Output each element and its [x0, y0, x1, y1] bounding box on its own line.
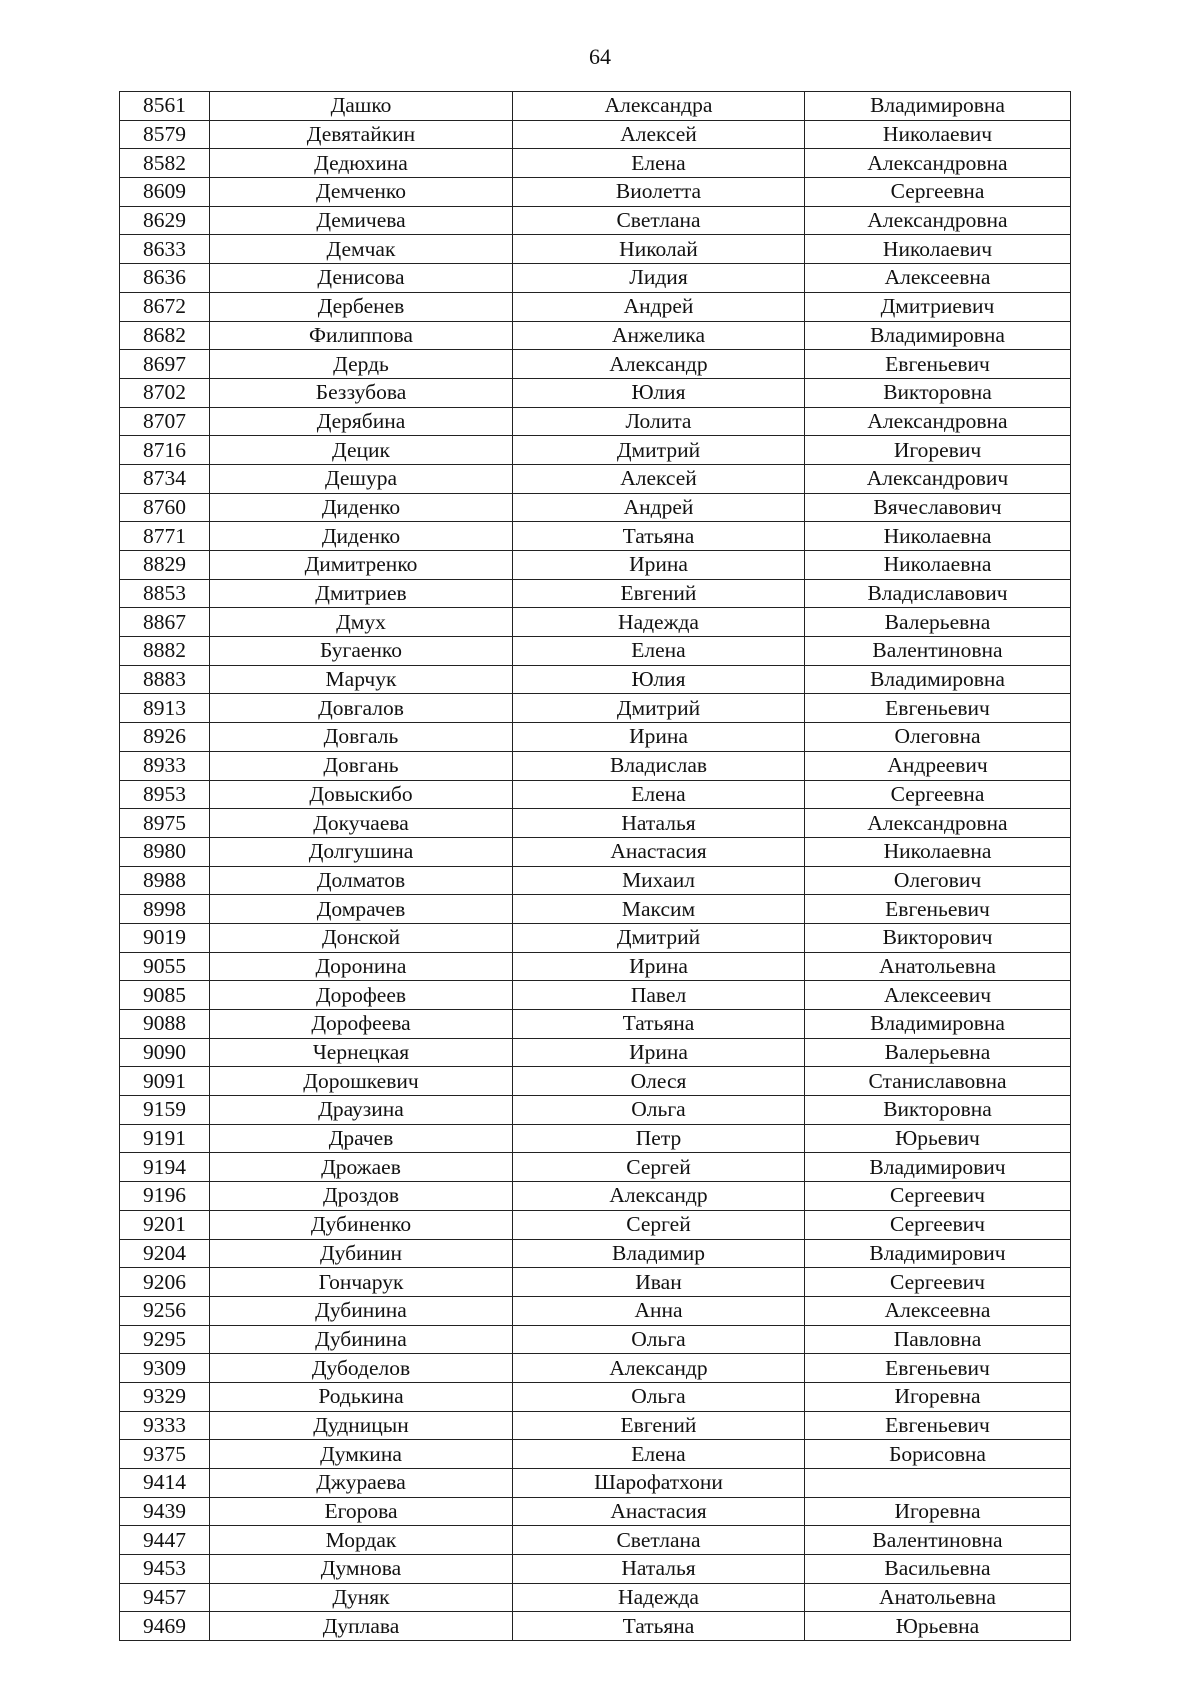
first-name-cell: Дмитрий: [513, 923, 805, 952]
first-name-cell: Надежда: [513, 1583, 805, 1612]
first-name-cell: Александр: [513, 350, 805, 379]
record-number-cell: 8672: [120, 292, 210, 321]
patronymic-cell: Павловна: [805, 1325, 1071, 1354]
patronymic-cell: Александровна: [805, 206, 1071, 235]
table-row: [120, 866, 1071, 895]
patronymic-cell: Станиславовна: [805, 1067, 1071, 1096]
record-number-cell: 9194: [120, 1153, 210, 1182]
table-row: [120, 694, 1071, 723]
patronymic-cell: Николаевич: [805, 235, 1071, 264]
record-number-cell: 8633: [120, 235, 210, 264]
first-name-cell: Анастасия: [513, 837, 805, 866]
first-name-cell: Надежда: [513, 608, 805, 637]
first-name-cell: Алексей: [513, 464, 805, 493]
last-name-cell: Домрачев: [210, 895, 513, 924]
patronymic-cell: Сергеевич: [805, 1268, 1071, 1297]
last-name-cell: Димитренко: [210, 551, 513, 580]
table-row: [120, 952, 1071, 981]
last-name-cell: Дорофеева: [210, 1010, 513, 1039]
page-number: 64: [589, 44, 611, 69]
table-row: [120, 436, 1071, 465]
last-name-cell: Дорофеев: [210, 981, 513, 1010]
table-row: [120, 1382, 1071, 1411]
roster-body: [120, 92, 1071, 1641]
record-number-cell: 9453: [120, 1555, 210, 1584]
patronymic-cell: Николаевна: [805, 837, 1071, 866]
table-row: [120, 321, 1071, 350]
table-row: [120, 1497, 1071, 1526]
table-row: [120, 1210, 1071, 1239]
patronymic-cell: Игоревна: [805, 1382, 1071, 1411]
last-name-cell: Дашко: [210, 92, 513, 121]
last-name-cell: Гончарук: [210, 1268, 513, 1297]
first-name-cell: Татьяна: [513, 522, 805, 551]
first-name-cell: Олеся: [513, 1067, 805, 1096]
record-number-cell: 9333: [120, 1411, 210, 1440]
patronymic-cell: Игоревна: [805, 1497, 1071, 1526]
table-row: [120, 350, 1071, 379]
table-row: [120, 895, 1071, 924]
table-row: [120, 1067, 1071, 1096]
record-number-cell: 8582: [120, 149, 210, 178]
first-name-cell: Елена: [513, 149, 805, 178]
first-name-cell: Анна: [513, 1296, 805, 1325]
last-name-cell: Дубинина: [210, 1325, 513, 1354]
patronymic-cell: Николаевна: [805, 522, 1071, 551]
first-name-cell: Шарофатхони: [513, 1469, 805, 1498]
record-number-cell: 9191: [120, 1124, 210, 1153]
first-name-cell: Татьяна: [513, 1612, 805, 1641]
last-name-cell: Дешура: [210, 464, 513, 493]
first-name-cell: Ольга: [513, 1382, 805, 1411]
last-name-cell: Дубинина: [210, 1296, 513, 1325]
last-name-cell: Марчук: [210, 665, 513, 694]
table-row: [120, 493, 1071, 522]
first-name-cell: Владислав: [513, 751, 805, 780]
record-number-cell: 8760: [120, 493, 210, 522]
table-row: [120, 178, 1071, 207]
table-row: [120, 723, 1071, 752]
table-row: [120, 1153, 1071, 1182]
first-name-cell: Ольга: [513, 1096, 805, 1125]
first-name-cell: Павел: [513, 981, 805, 1010]
last-name-cell: Довгань: [210, 751, 513, 780]
last-name-cell: Довыскибо: [210, 780, 513, 809]
table-row: [120, 780, 1071, 809]
record-number-cell: 9201: [120, 1210, 210, 1239]
first-name-cell: Ирина: [513, 723, 805, 752]
table-row: [120, 1583, 1071, 1612]
first-name-cell: Александр: [513, 1182, 805, 1211]
record-number-cell: 8933: [120, 751, 210, 780]
record-number-cell: 8980: [120, 837, 210, 866]
record-number-cell: 8883: [120, 665, 210, 694]
record-number-cell: 8829: [120, 551, 210, 580]
patronymic-cell: Игоревич: [805, 436, 1071, 465]
last-name-cell: Долматов: [210, 866, 513, 895]
first-name-cell: Анастасия: [513, 1497, 805, 1526]
record-number-cell: 8988: [120, 866, 210, 895]
first-name-cell: Елена: [513, 1440, 805, 1469]
last-name-cell: Дуплава: [210, 1612, 513, 1641]
record-number-cell: 9091: [120, 1067, 210, 1096]
record-number-cell: 9439: [120, 1497, 210, 1526]
record-number-cell: 8716: [120, 436, 210, 465]
first-name-cell: Сергей: [513, 1153, 805, 1182]
record-number-cell: 8926: [120, 723, 210, 752]
patronymic-cell: Юрьевна: [805, 1612, 1071, 1641]
patronymic-cell: Евгеньевич: [805, 694, 1071, 723]
last-name-cell: Дмитриев: [210, 579, 513, 608]
table-row: [120, 1555, 1071, 1584]
patronymic-cell: Алексеевна: [805, 264, 1071, 293]
record-number-cell: 8913: [120, 694, 210, 723]
table-row: [120, 1440, 1071, 1469]
first-name-cell: Александра: [513, 92, 805, 121]
last-name-cell: Дедюхина: [210, 149, 513, 178]
last-name-cell: Долгушина: [210, 837, 513, 866]
table-row: [120, 1354, 1071, 1383]
first-name-cell: Лолита: [513, 407, 805, 436]
table-row: [120, 120, 1071, 149]
table-row: [120, 264, 1071, 293]
table-row: [120, 1411, 1071, 1440]
first-name-cell: Юлия: [513, 378, 805, 407]
record-number-cell: 9055: [120, 952, 210, 981]
table-row: [120, 551, 1071, 580]
patronymic-cell: Владимировна: [805, 321, 1071, 350]
table-row: [120, 579, 1071, 608]
table-row: [120, 522, 1071, 551]
record-number-cell: 8707: [120, 407, 210, 436]
last-name-cell: Дроздов: [210, 1182, 513, 1211]
table-row: [120, 206, 1071, 235]
first-name-cell: Лидия: [513, 264, 805, 293]
last-name-cell: Драчев: [210, 1124, 513, 1153]
patronymic-cell: Николаевна: [805, 551, 1071, 580]
record-number-cell: 9196: [120, 1182, 210, 1211]
record-number-cell: 8853: [120, 579, 210, 608]
record-number-cell: 9256: [120, 1296, 210, 1325]
patronymic-cell: Евгеньевич: [805, 1411, 1071, 1440]
last-name-cell: Дорошкевич: [210, 1067, 513, 1096]
patronymic-cell: Сергеевич: [805, 1182, 1071, 1211]
first-name-cell: Наталья: [513, 1555, 805, 1584]
last-name-cell: Дерябина: [210, 407, 513, 436]
first-name-cell: Николай: [513, 235, 805, 264]
first-name-cell: Ирина: [513, 1038, 805, 1067]
last-name-cell: Родькина: [210, 1382, 513, 1411]
table-row: [120, 837, 1071, 866]
table-row: [120, 1096, 1071, 1125]
last-name-cell: Мордак: [210, 1526, 513, 1555]
patronymic-cell: Васильевна: [805, 1555, 1071, 1584]
record-number-cell: 8609: [120, 178, 210, 207]
patronymic-cell: Александрович: [805, 464, 1071, 493]
last-name-cell: Диденко: [210, 493, 513, 522]
record-number-cell: 8579: [120, 120, 210, 149]
last-name-cell: Диденко: [210, 522, 513, 551]
patronymic-cell: Евгеньевич: [805, 1354, 1071, 1383]
first-name-cell: Евгений: [513, 1411, 805, 1440]
patronymic-cell: [805, 1469, 1071, 1498]
record-number-cell: 8697: [120, 350, 210, 379]
first-name-cell: Ирина: [513, 952, 805, 981]
table-row: [120, 1124, 1071, 1153]
patronymic-cell: Александровна: [805, 407, 1071, 436]
patronymic-cell: Сергеевич: [805, 1210, 1071, 1239]
first-name-cell: Владимир: [513, 1239, 805, 1268]
patronymic-cell: Валерьевна: [805, 608, 1071, 637]
table-row: [120, 1038, 1071, 1067]
first-name-cell: Евгений: [513, 579, 805, 608]
last-name-cell: Довгаль: [210, 723, 513, 752]
record-number-cell: 8734: [120, 464, 210, 493]
first-name-cell: Иван: [513, 1268, 805, 1297]
table-row: [120, 1526, 1071, 1555]
table-row: [120, 981, 1071, 1010]
table-row: [120, 1239, 1071, 1268]
last-name-cell: Дрожаев: [210, 1153, 513, 1182]
record-number-cell: 9295: [120, 1325, 210, 1354]
first-name-cell: Светлана: [513, 1526, 805, 1555]
first-name-cell: Светлана: [513, 206, 805, 235]
first-name-cell: Наталья: [513, 809, 805, 838]
first-name-cell: Максим: [513, 895, 805, 924]
record-number-cell: 9204: [120, 1239, 210, 1268]
record-number-cell: 8998: [120, 895, 210, 924]
patronymic-cell: Александровна: [805, 809, 1071, 838]
record-number-cell: 9469: [120, 1612, 210, 1641]
first-name-cell: Елена: [513, 637, 805, 666]
patronymic-cell: Владимировна: [805, 92, 1071, 121]
last-name-cell: Думнова: [210, 1555, 513, 1584]
table-row: [120, 149, 1071, 178]
last-name-cell: Дербенев: [210, 292, 513, 321]
record-number-cell: 9309: [120, 1354, 210, 1383]
last-name-cell: Довгалов: [210, 694, 513, 723]
patronymic-cell: Валентиновна: [805, 1526, 1071, 1555]
record-number-cell: 9414: [120, 1469, 210, 1498]
record-number-cell: 9159: [120, 1096, 210, 1125]
last-name-cell: Денисова: [210, 264, 513, 293]
last-name-cell: Дуняк: [210, 1583, 513, 1612]
patronymic-cell: Анатольевна: [805, 952, 1071, 981]
record-number-cell: 9088: [120, 1010, 210, 1039]
first-name-cell: Дмитрий: [513, 694, 805, 723]
patronymic-cell: Владимирович: [805, 1239, 1071, 1268]
table-row: [120, 923, 1071, 952]
patronymic-cell: Дмитриевич: [805, 292, 1071, 321]
table-row: [120, 1469, 1071, 1498]
last-name-cell: Дмух: [210, 608, 513, 637]
table-row: [120, 637, 1071, 666]
first-name-cell: Алексей: [513, 120, 805, 149]
record-number-cell: 8629: [120, 206, 210, 235]
table-row: [120, 751, 1071, 780]
first-name-cell: Андрей: [513, 493, 805, 522]
patronymic-cell: Владиславович: [805, 579, 1071, 608]
record-number-cell: 9085: [120, 981, 210, 1010]
record-number-cell: 9090: [120, 1038, 210, 1067]
last-name-cell: Демчак: [210, 235, 513, 264]
record-number-cell: 8867: [120, 608, 210, 637]
record-number-cell: 8882: [120, 637, 210, 666]
table-row: [120, 1182, 1071, 1211]
record-number-cell: 9206: [120, 1268, 210, 1297]
record-number-cell: 9329: [120, 1382, 210, 1411]
last-name-cell: Дубиненко: [210, 1210, 513, 1239]
first-name-cell: Андрей: [513, 292, 805, 321]
record-number-cell: 8702: [120, 378, 210, 407]
roster-table: [119, 91, 1071, 1641]
patronymic-cell: Евгеньевич: [805, 895, 1071, 924]
patronymic-cell: Алексеевна: [805, 1296, 1071, 1325]
first-name-cell: Ирина: [513, 551, 805, 580]
first-name-cell: Петр: [513, 1124, 805, 1153]
first-name-cell: Сергей: [513, 1210, 805, 1239]
first-name-cell: Ольга: [513, 1325, 805, 1354]
last-name-cell: Доронина: [210, 952, 513, 981]
table-row: [120, 235, 1071, 264]
last-name-cell: Егорова: [210, 1497, 513, 1526]
patronymic-cell: Владимировна: [805, 1010, 1071, 1039]
first-name-cell: Михаил: [513, 866, 805, 895]
record-number-cell: 8682: [120, 321, 210, 350]
patronymic-cell: Николаевич: [805, 120, 1071, 149]
record-number-cell: 8975: [120, 809, 210, 838]
table-row: [120, 1268, 1071, 1297]
patronymic-cell: Алексеевич: [805, 981, 1071, 1010]
record-number-cell: 9447: [120, 1526, 210, 1555]
last-name-cell: Дердь: [210, 350, 513, 379]
table-row: [120, 1612, 1071, 1641]
table-row: [120, 292, 1071, 321]
last-name-cell: Дубинин: [210, 1239, 513, 1268]
table-row: [120, 1010, 1071, 1039]
first-name-cell: Александр: [513, 1354, 805, 1383]
last-name-cell: Чернецкая: [210, 1038, 513, 1067]
patronymic-cell: Юрьевич: [805, 1124, 1071, 1153]
record-number-cell: 8561: [120, 92, 210, 121]
patronymic-cell: Владимирович: [805, 1153, 1071, 1182]
table-row: [120, 1325, 1071, 1354]
last-name-cell: Джураева: [210, 1469, 513, 1498]
patronymic-cell: Валентиновна: [805, 637, 1071, 666]
first-name-cell: Юлия: [513, 665, 805, 694]
first-name-cell: Елена: [513, 780, 805, 809]
patronymic-cell: Вячеславович: [805, 493, 1071, 522]
table-row: [120, 378, 1071, 407]
patronymic-cell: Владимировна: [805, 665, 1071, 694]
table-row: [120, 1296, 1071, 1325]
last-name-cell: Демченко: [210, 178, 513, 207]
patronymic-cell: Андреевич: [805, 751, 1071, 780]
last-name-cell: Девятайкин: [210, 120, 513, 149]
last-name-cell: Филиппова: [210, 321, 513, 350]
last-name-cell: Демичева: [210, 206, 513, 235]
table-row: [120, 665, 1071, 694]
patronymic-cell: Александровна: [805, 149, 1071, 178]
first-name-cell: Татьяна: [513, 1010, 805, 1039]
record-number-cell: 8771: [120, 522, 210, 551]
patronymic-cell: Викторовна: [805, 1096, 1071, 1125]
last-name-cell: Беззубова: [210, 378, 513, 407]
table-row: [120, 809, 1071, 838]
record-number-cell: 9375: [120, 1440, 210, 1469]
patronymic-cell: Валерьевна: [805, 1038, 1071, 1067]
patronymic-cell: Викторович: [805, 923, 1071, 952]
patronymic-cell: Анатольевна: [805, 1583, 1071, 1612]
last-name-cell: Бугаенко: [210, 637, 513, 666]
patronymic-cell: Викторовна: [805, 378, 1071, 407]
patronymic-cell: Сергеевна: [805, 780, 1071, 809]
first-name-cell: Виолетта: [513, 178, 805, 207]
last-name-cell: Драузина: [210, 1096, 513, 1125]
record-number-cell: 8636: [120, 264, 210, 293]
record-number-cell: 9457: [120, 1583, 210, 1612]
record-number-cell: 8953: [120, 780, 210, 809]
table-row: [120, 407, 1071, 436]
last-name-cell: Донской: [210, 923, 513, 952]
patronymic-cell: Сергеевна: [805, 178, 1071, 207]
first-name-cell: Дмитрий: [513, 436, 805, 465]
table-row: [120, 464, 1071, 493]
last-name-cell: Дубоделов: [210, 1354, 513, 1383]
last-name-cell: Докучаева: [210, 809, 513, 838]
table-row: [120, 608, 1071, 637]
first-name-cell: Анжелика: [513, 321, 805, 350]
patronymic-cell: Олеговна: [805, 723, 1071, 752]
last-name-cell: Децик: [210, 436, 513, 465]
last-name-cell: Дудницын: [210, 1411, 513, 1440]
patronymic-cell: Евгеньевич: [805, 350, 1071, 379]
record-number-cell: 9019: [120, 923, 210, 952]
patronymic-cell: Борисовна: [805, 1440, 1071, 1469]
last-name-cell: Думкина: [210, 1440, 513, 1469]
table-row: [120, 92, 1071, 121]
patronymic-cell: Олегович: [805, 866, 1071, 895]
